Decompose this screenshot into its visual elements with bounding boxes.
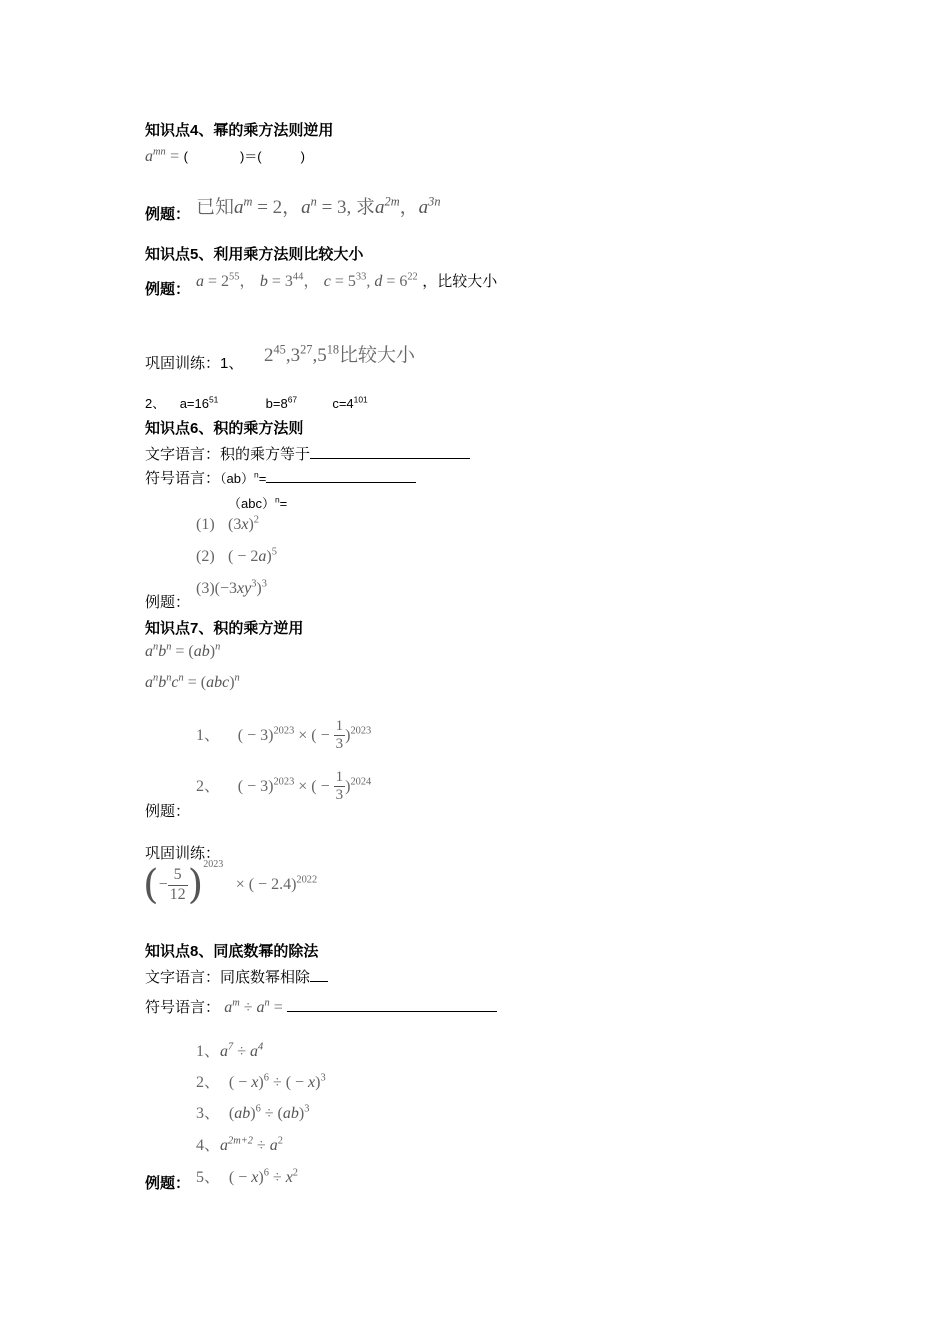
kp6-symbol-language: 符号语言：（ab）$^n$= [145, 467, 416, 488]
kp4-example: 已知$a^m = 2$，$a^n = 3$, 求$a^{2m}$，$a^{3n}$ [196, 194, 441, 218]
kp8-title: 知识点8、同底数幂的除法 [145, 943, 319, 960]
kp4-formula: $a^{mn}$ = ( )＝( ) [145, 146, 305, 165]
kp5-practice-1: $2^{45},3^{27},5^{18}$比较大小 [264, 342, 416, 366]
kp7-formula-1: $a^nb^n = (ab)^n$ [145, 641, 221, 660]
kp5-practice-2: 2、 $a=16^{51}$ $b=8^{67}$ $c=4^{101}$ [145, 394, 368, 411]
kp5-example: $a = 2^{55}$， $b = 3^{44}$， $c = 5^{33}$, $d = 6^{22}$ ，比较大小 [196, 271, 498, 290]
kp5-example-label: 例题： [145, 281, 191, 298]
kp8-q2: 2、 ( − x)$^6$ ÷ ( − x)$^3$ [196, 1072, 326, 1091]
kp8-q3: 3、 (ab)$^6$ ÷ (ab)$^3$ [196, 1103, 310, 1122]
kp8-q4: 4、$a^{2m+2} \div a^2$ [196, 1135, 283, 1154]
kp8-q1: 1、$a^7 \div a^4$ [196, 1041, 264, 1060]
kp8-text-language: 文字语言：同底数幂相除 [145, 966, 328, 987]
kp5-practice-label: 巩固训练：1、 [145, 355, 244, 372]
kp6-example: $(3)(-3xy^3)^3$ [196, 578, 267, 597]
kp4-title: 知识点4、幂的乘方法则逆用 [145, 122, 334, 139]
kp7-practice: (− $\frac{5}{12}$ )$^{2023}$ × ( − 2.4)$^{2022}$ [143, 859, 318, 908]
kp6-title: 知识点6、积的乘方法则 [145, 420, 304, 437]
kp6-symbol-abc: （abc）$^n$= [228, 494, 288, 511]
kp7-example-label: 例题： [145, 803, 191, 820]
kp6-text-language: 文字语言：积的乘方等于 [145, 443, 470, 464]
kp6-q1: (1) $(3x)^2$ [196, 514, 259, 533]
kp5-title: 知识点5、利用乘方法则比较大小 [145, 246, 364, 263]
kp8-q5: 5、 ( − $x)^6 \div x^2$ [196, 1167, 298, 1186]
kp4-example-label: 例题： [145, 206, 191, 223]
kp6-q2: (2) ( − 2a)$^5$ [196, 546, 277, 565]
kp7-title: 知识点7、积的乘方逆用 [145, 620, 304, 637]
kp7-formula-2: $a^nb^nc^n = (abc)^n$ [145, 672, 240, 691]
kp7-practice-label: 巩固训练： [145, 845, 221, 862]
kp7-q1: 1、 ( − 3)$^{2023}$ × ( − $\frac{1}{3}$ )$^{2023}$ [196, 718, 372, 753]
kp8-symbol-language: 符号语言： $a^m \div a^n$ = [145, 996, 497, 1017]
kp6-example-label: 例题： [145, 594, 191, 611]
kp7-q2: 2、 ( − 3)$^{2023}$ × ( − $\frac{1}{3}$ )$^{2024}$ [196, 769, 372, 804]
kp8-example-label: 例题： [145, 1175, 191, 1192]
